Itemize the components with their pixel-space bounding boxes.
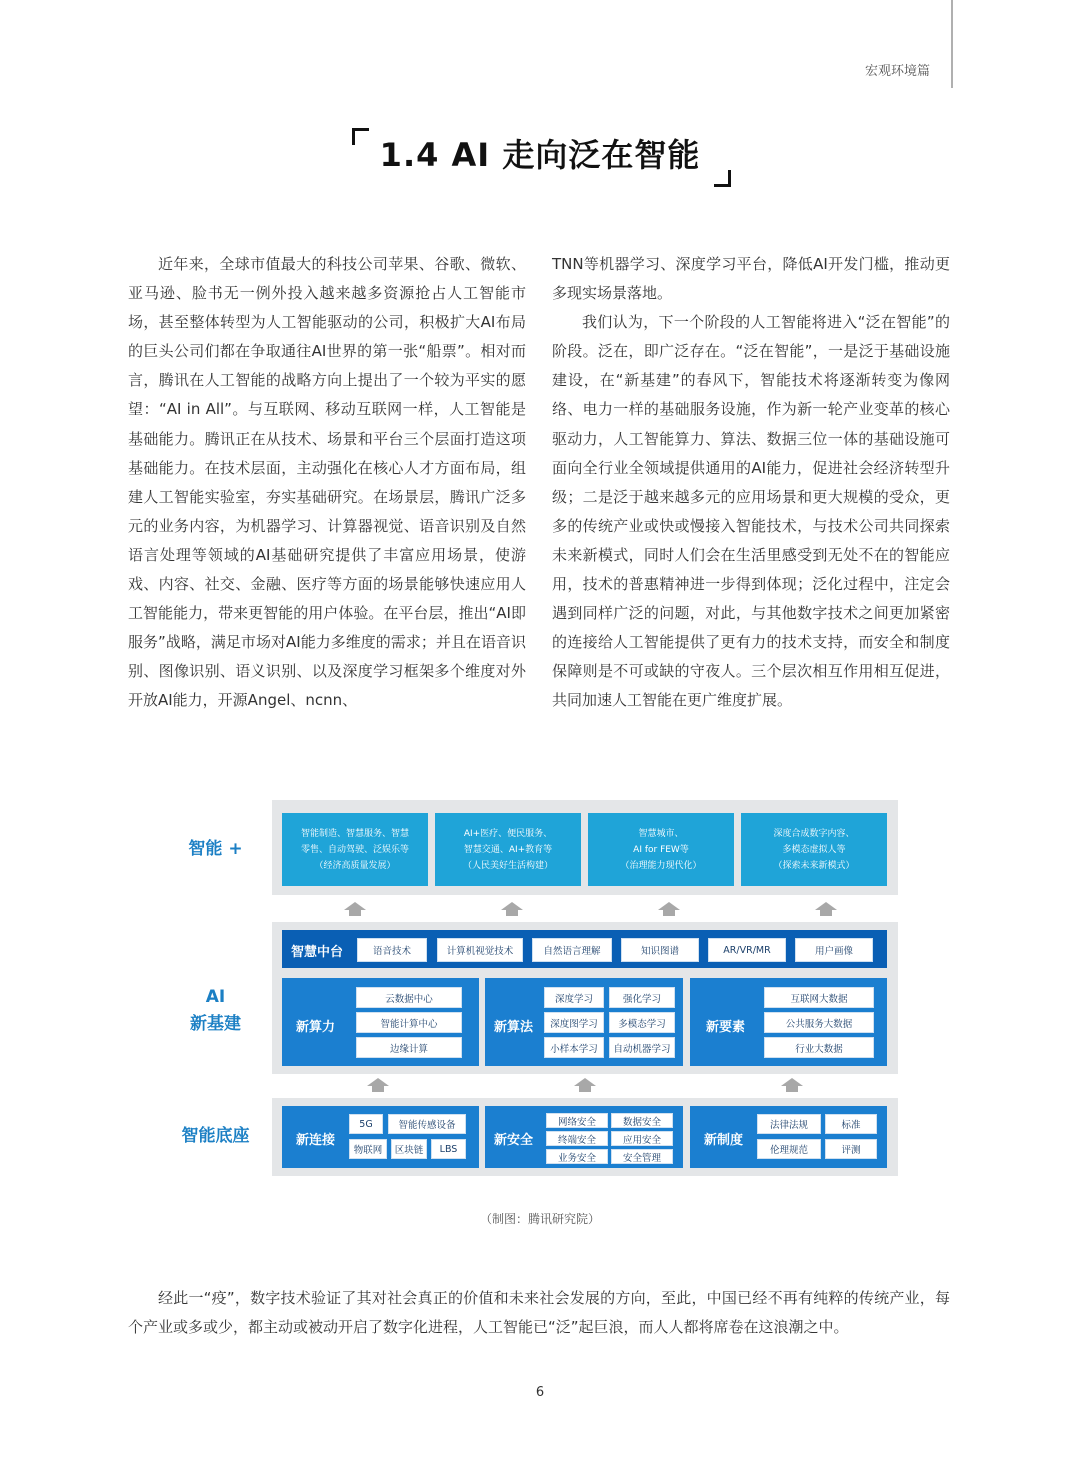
compute-title: 新算力 bbox=[296, 1020, 336, 1035]
system-chip: 评测 bbox=[825, 1139, 877, 1159]
platform-chip: 自然语言理解 bbox=[532, 938, 612, 962]
security-chip: 应用安全 bbox=[611, 1131, 673, 1146]
app-box-life bbox=[435, 813, 581, 886]
algorithm-chip: 深度图学习 bbox=[544, 1012, 604, 1033]
app-box-line: 深度合成数字内容、 bbox=[773, 828, 855, 839]
security-chip: 数据安全 bbox=[611, 1113, 673, 1128]
platform-title: 智慧中台 bbox=[291, 945, 344, 960]
elements-chip: 行业大数据 bbox=[764, 1037, 874, 1058]
figure-caption: （制图：腾讯研究院） bbox=[479, 1212, 600, 1226]
algorithm-chip: 自动机器学习 bbox=[609, 1037, 675, 1058]
body-paragraph: 我们认为，下一个阶段的人工智能将进入“泛在智能”的阶段。泛在，即广泛存在。“泛在智能”，一是泛于基础设施建设，在“新基建”的春风下，智能技术将逐渐转变为像网络、电力一样的基础服务设施，作为新一轮产业变革的核心驱动力，人工智能算力、算法、数据三位一体的基础设施可面向全行业全领域提供通用的AI能力，促进社会经济转型升级；二是泛于越来越多元的应用场景和更大规模的受众，更多的传统产业或快或慢接入智能技术，与技术公司共同探索未来新模式，同时人们会在生活里感受到无处不在的智能应用，技术的普惠精神进一步得到体现；泛化过程中，注定会遇到同样广泛的问题，对此，与其他数字技术之间更加紧密的连接给人工智能提供了更有力的技术支持，而安全和制度保障则是不可或缺的守夜人。三个层次相互作用相互促进，共同加速人工智能在更广维度扩展。 bbox=[552, 313, 950, 710]
connect-chip: 5G bbox=[349, 1114, 383, 1134]
algorithm-chip: 深度学习 bbox=[544, 987, 604, 1008]
body-paragraph: 近年来，全球市值最大的科技公司苹果、谷歌、微软、亚马逊、脸书无一例外投入越来越多资源抢占人工智能市场，甚至整体转型为人工智能驱动的公司，积极扩大AI布局的巨头公司们都在争取通往AI世界的第一张“船票”。相对而言，腾讯在人工智能的战略方向上提出了一个较为平实的愿望：“AI in All”。与互联网、移动互联网一样，人工智能是基础能力。腾讯正在从技术、场景和平台三个层面打造这项基础能力。在技术层面，主动强化在核心人才方面布局，组建人工智能实验室，夯实基础研究。在场景层，腾讯广泛多元的业务内容，为机器学习、计算器视觉、语音识别及自然语言处理等领域的AI基础研究提供了丰富应用场景，使游戏、内容、社交、金融、医疗等方面的场景能够快速应用人工智能能力，带来更智能的用户体验。在平台层，推出“AI即服务”战略，满足市场对AI能力多维度的需求；并且在语音识别、图像识别、语义识别、以及深度学习框架多个维度对外开放AI能力，开源Angel、ncnn、 bbox=[128, 255, 526, 710]
elements-chip: 公共服务大数据 bbox=[764, 1012, 874, 1033]
label-new-infra: 新基建 bbox=[190, 1014, 241, 1034]
app-box-future bbox=[741, 813, 887, 886]
body-right-column bbox=[552, 250, 950, 716]
app-box-line: （经济高质量发展） bbox=[314, 860, 396, 871]
security-chip: 终端安全 bbox=[546, 1131, 608, 1146]
app-box-line: （人民美好生活构建） bbox=[462, 860, 553, 871]
platform-chip: 知识图谱 bbox=[621, 938, 699, 962]
elements-chip: 互联网大数据 bbox=[764, 987, 874, 1008]
body-paragraph-continued: TNN等机器学习、深度学习平台，降低AI开发门槛，推动更多现实场景落地。 bbox=[552, 255, 950, 303]
system-chip: 标准 bbox=[825, 1114, 877, 1134]
label-smart-plus: 智能 + bbox=[188, 839, 243, 859]
security-chip: 业务安全 bbox=[546, 1149, 608, 1164]
elements-title: 新要素 bbox=[706, 1020, 746, 1035]
header-divider bbox=[951, 0, 953, 88]
body-left-column bbox=[128, 250, 526, 716]
system-title: 新制度 bbox=[704, 1133, 744, 1148]
app-box-line: 智能制造、智慧服务、智慧 bbox=[300, 828, 409, 839]
security-chip: 安全管理 bbox=[611, 1149, 673, 1164]
app-box-line: AI for FEW等 bbox=[633, 844, 689, 855]
app-box-line: 智慧城市、 bbox=[638, 828, 684, 839]
closing-paragraph-wrap bbox=[128, 1284, 950, 1342]
system-chip: 法律法规 bbox=[757, 1114, 821, 1134]
platform-chip: 计算机视觉技术 bbox=[437, 938, 523, 962]
page-number: 6 bbox=[535, 1385, 545, 1400]
app-box-line: （治理能力现代化） bbox=[620, 860, 702, 871]
algorithm-chip: 小样本学习 bbox=[544, 1037, 604, 1058]
connect-chip: 物联网 bbox=[349, 1139, 387, 1159]
connect-title: 新连接 bbox=[296, 1133, 336, 1148]
platform-chip: AR/VR/MR bbox=[708, 938, 786, 962]
compute-chip: 智能计算中心 bbox=[356, 1012, 462, 1033]
app-box-line: （探索未来新模式） bbox=[773, 860, 855, 871]
title-wrap bbox=[0, 130, 1080, 176]
algorithm-title: 新算法 bbox=[494, 1020, 534, 1035]
app-box-line: AI+医疗、便民服务、 bbox=[463, 828, 553, 839]
app-box-line: 智慧交通、AI+教育等 bbox=[463, 844, 553, 855]
connect-chip: 区块链 bbox=[391, 1139, 427, 1159]
app-box-line: 多模态虚拟人等 bbox=[782, 844, 846, 855]
security-title: 新安全 bbox=[494, 1133, 534, 1148]
algorithm-chip: 多模态学习 bbox=[609, 1012, 675, 1033]
section-label: 宏观环境篇 bbox=[864, 64, 930, 79]
label-ai: AI bbox=[205, 987, 226, 1007]
label-foundation: 智能底座 bbox=[181, 1126, 250, 1146]
app-box-line: 零售、自动驾驶、泛娱乐等 bbox=[300, 844, 409, 855]
connect-chip: LBS bbox=[431, 1139, 466, 1159]
security-chip: 网络安全 bbox=[546, 1113, 608, 1128]
platform-chip: 语音技术 bbox=[357, 938, 427, 962]
body-columns bbox=[128, 250, 950, 716]
compute-chip: 云数据中心 bbox=[356, 987, 462, 1008]
app-box-governance bbox=[588, 813, 734, 886]
app-box-economy bbox=[282, 813, 428, 886]
compute-chip: 边缘计算 bbox=[356, 1037, 462, 1058]
algorithm-chip: 强化学习 bbox=[609, 987, 675, 1008]
closing-paragraph: 经此一“疫”，数字技术验证了其对社会真正的价值和未来社会发展的方向，至此，中国已经不再有纯粹的传统产业，每个产业或多或少，都主动或被动开启了数字化进程，人工智能已“泛”起巨浪，而人人都将席卷在这浪潮之中。 bbox=[128, 1289, 950, 1336]
connect-chip: 智能传感设备 bbox=[388, 1114, 466, 1134]
system-chip: 伦理规范 bbox=[757, 1139, 821, 1159]
page-title: 1.4 AI 走向泛在智能 bbox=[379, 136, 701, 174]
platform-chip: 用户画像 bbox=[795, 938, 873, 962]
